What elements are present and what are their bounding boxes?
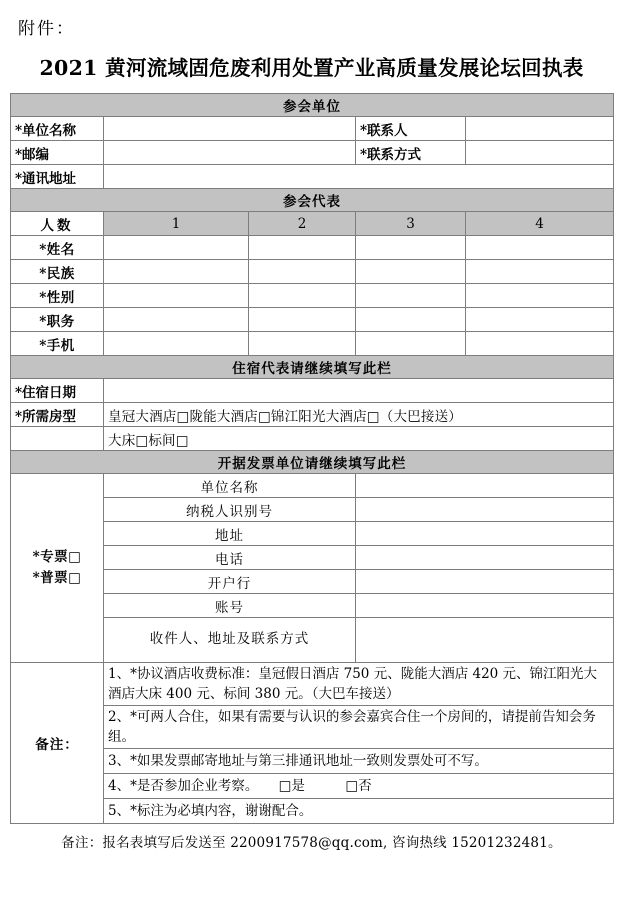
label-invoice-address: 地址 xyxy=(104,522,356,546)
label-unit-name: *单位名称 xyxy=(11,117,104,141)
field-contact-person[interactable] xyxy=(466,117,614,141)
field-mobile-1[interactable] xyxy=(104,332,249,356)
table-row xyxy=(11,379,614,403)
remark-item-2: 2、*可两人合住，如果有需要与认识的参会嘉宾合住一个房间的，请提前告知会务组。 xyxy=(104,706,614,749)
label-invoice-unit-name: 单位名称 xyxy=(104,474,356,498)
field-gender-1[interactable] xyxy=(104,284,249,308)
table-row xyxy=(11,117,614,141)
table-row xyxy=(11,308,614,332)
field-bank-account[interactable] xyxy=(356,594,614,618)
attachment-label: 附件： xyxy=(18,19,75,39)
remark-item-1: 1、*协议酒店收费标准：皇冠假日酒店 750 元、陇能大酒店 420 元、锦江阳光大酒店大床 400 元、标间 380 元。（大巴车接送） xyxy=(104,663,614,706)
registration-form-table xyxy=(10,93,614,824)
label-recipient-info: 收件人、地址及联系方式 xyxy=(104,618,356,663)
delegate-column-3: 3 xyxy=(356,212,466,236)
field-taxpayer-id[interactable] xyxy=(356,498,614,522)
table-row xyxy=(11,236,614,260)
field-ethnicity-1[interactable] xyxy=(104,260,249,284)
field-position-2[interactable] xyxy=(249,308,356,332)
label-position: *职务 xyxy=(11,308,104,332)
room-type-options[interactable]: 皇冠大酒店□陇能大酒店□锦江阳光大酒店□（大巴接送） xyxy=(104,403,614,427)
label-room-type: *所需房型 xyxy=(11,403,104,427)
label-remarks: 备注： xyxy=(11,663,104,824)
field-ethnicity-2[interactable] xyxy=(249,260,356,284)
label-people-count: 人数 xyxy=(11,212,104,236)
table-row xyxy=(11,332,614,356)
label-gender: *性别 xyxy=(11,284,104,308)
section-header-accommodation: 住宿代表请继续填写此栏 xyxy=(11,356,614,379)
table-row xyxy=(11,474,614,498)
field-gender-2[interactable] xyxy=(249,284,356,308)
label-bank-name: 开户行 xyxy=(104,570,356,594)
label-name: *姓名 xyxy=(11,236,104,260)
remark-item-5: 5、*标注为必填内容，谢谢配合。 xyxy=(104,799,614,824)
document-page xyxy=(0,14,623,898)
table-row xyxy=(11,663,614,706)
field-ethnicity-4[interactable] xyxy=(466,260,614,284)
field-gender-3[interactable] xyxy=(356,284,466,308)
field-mobile-2[interactable] xyxy=(249,332,356,356)
delegate-column-4: 4 xyxy=(466,212,614,236)
field-name-4[interactable] xyxy=(466,236,614,260)
table-row xyxy=(11,284,614,308)
field-postcode[interactable] xyxy=(104,141,356,165)
field-contact-method[interactable] xyxy=(466,141,614,165)
label-mailing-address: *通讯地址 xyxy=(11,165,104,189)
field-gender-4[interactable] xyxy=(466,284,614,308)
field-mailing-address[interactable] xyxy=(104,165,614,189)
remark-item-3: 3、*如果发票邮寄地址与第三排通讯地址一致则发票处可不写。 xyxy=(104,749,614,774)
field-ethnicity-3[interactable] xyxy=(356,260,466,284)
field-invoice-unit-name[interactable] xyxy=(356,474,614,498)
label-invoice-phone: 电话 xyxy=(104,546,356,570)
field-recipient-info[interactable] xyxy=(356,618,614,663)
section-header-row-invoice xyxy=(11,451,614,474)
label-postcode: *邮编 xyxy=(11,141,104,165)
invoice-type-special[interactable]: *专票□ xyxy=(32,549,82,566)
invoice-type-normal[interactable]: *普票□ xyxy=(32,570,82,586)
delegate-column-2: 2 xyxy=(249,212,356,236)
label-stay-date: *住宿日期 xyxy=(11,379,104,403)
remark-item-4[interactable]: 4、*是否参加企业考察。 □是 □否 xyxy=(104,774,614,799)
table-row xyxy=(11,165,614,189)
field-unit-name[interactable] xyxy=(104,117,356,141)
field-position-3[interactable] xyxy=(356,308,466,332)
section-header-row-delegates xyxy=(11,189,614,212)
section-header-invoice: 开据发票单位请继续填写此栏 xyxy=(11,451,614,474)
table-row xyxy=(11,141,614,165)
table-row xyxy=(11,403,614,427)
table-row xyxy=(11,427,614,451)
invoice-type-cell[interactable] xyxy=(11,474,104,663)
field-name-2[interactable] xyxy=(249,236,356,260)
section-header-row-accommodation xyxy=(11,356,614,379)
field-mobile-3[interactable] xyxy=(356,332,466,356)
bed-type-options[interactable]: 大床□标间□ xyxy=(104,427,614,451)
delegate-column-1: 1 xyxy=(104,212,249,236)
section-header-delegates: 参会代表 xyxy=(11,189,614,212)
field-name-3[interactable] xyxy=(356,236,466,260)
delegates-column-header-row xyxy=(11,212,614,236)
label-mobile: *手机 xyxy=(11,332,104,356)
label-contact-method: *联系方式 xyxy=(356,141,466,165)
field-position-1[interactable] xyxy=(104,308,249,332)
field-bank-name[interactable] xyxy=(356,570,614,594)
field-stay-date[interactable] xyxy=(104,379,614,403)
field-name-1[interactable] xyxy=(104,236,249,260)
field-mobile-4[interactable] xyxy=(466,332,614,356)
field-invoice-phone[interactable] xyxy=(356,546,614,570)
section-header-row-unit xyxy=(11,94,614,117)
page-title: 2021 黄河流域固危废利用处置产业高质量发展论坛回执表 xyxy=(39,56,584,80)
field-position-4[interactable] xyxy=(466,308,614,332)
label-contact-person: *联系人 xyxy=(356,117,466,141)
footer-note: 备注：报名表填写后发送至 2200917578@qq.com, 咨询热线 15201232481。 xyxy=(61,835,562,851)
label-bank-account: 账号 xyxy=(104,594,356,618)
label-ethnicity: *民族 xyxy=(11,260,104,284)
field-invoice-address[interactable] xyxy=(356,522,614,546)
label-taxpayer-id: 纳税人识别号 xyxy=(104,498,356,522)
table-row xyxy=(11,260,614,284)
field-room-type-empty xyxy=(11,427,104,451)
section-header-unit: 参会单位 xyxy=(11,94,614,117)
